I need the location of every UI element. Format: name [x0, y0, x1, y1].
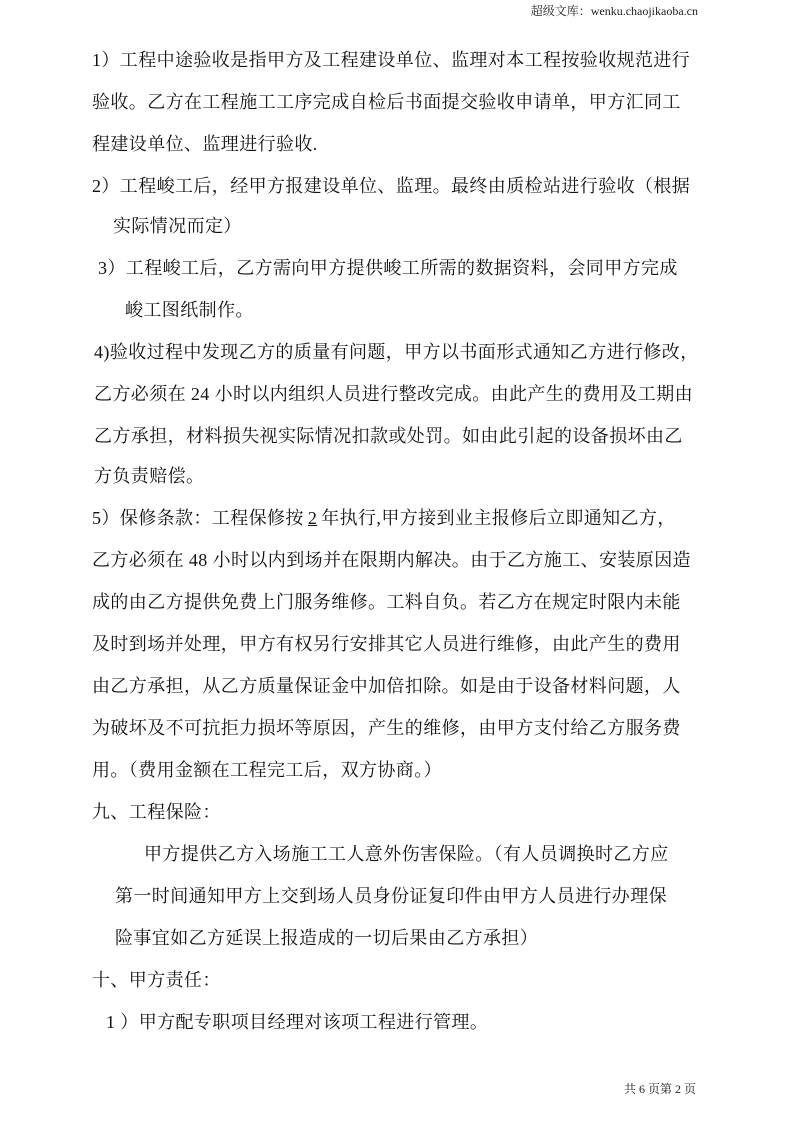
warranty-years: 2 [307, 508, 318, 528]
text-line: 第一时间通知甲方上交到场人员身份证复印件由甲方人员进行办理保 [115, 886, 667, 906]
warranty-line [92, 506, 676, 530]
text-line: 方负责赔偿。 [94, 466, 205, 486]
text-line: 险事宜如乙方延误上报造成的一切后果由乙方承担） [115, 928, 539, 948]
text-line: 峻工图纸制作。 [125, 300, 254, 320]
text-line: 甲方提供乙方入场施工工人意外伤害保险。（有人员调换时乙方应 [144, 844, 669, 864]
text-line: 乙方承担，材料损失视实际情况扣款或处罚。如由此引起的设备损坏由乙 [94, 426, 683, 446]
text-line: 4)验收过程中发现乙方的质量有问题，甲方以书面形式通知乙方进行修改， [94, 342, 699, 362]
page-number: 共 6 页第 2 页 [623, 1082, 696, 1096]
text-line: 由乙方承担，从乙方质量保证金中加倍扣除。如是由于设备材料问题，人 [92, 676, 681, 696]
text-line: 成的由乙方提供免费上门服务维修。工料自负。若乙方在规定时限内未能 [92, 592, 681, 612]
text-line: 及时到场并处理，甲方有权另行安排其它人员进行维修，由此产生的费用 [92, 634, 681, 654]
section-heading: 十、甲方责任： [92, 970, 221, 990]
section-heading: 九、工程保险： [92, 802, 221, 822]
text-line: 程建设单位、监理进行验收. [92, 134, 318, 154]
text-line: 1 ）甲方配专职项目经理对该项工程进行管理。 [106, 1012, 489, 1032]
text-line: 为破坏及不可抗拒力损坏等原因，产生的维修，由甲方支付给乙方服务费 [92, 718, 681, 738]
text-line: 2）工程峻工后，经甲方报建设单位、监理。最终由质检站进行验收（根据 [92, 176, 691, 196]
text-line: 乙方必须在 48 小时以内到场并在限期内解决。由于乙方施工、安装原因造 [92, 550, 691, 570]
warranty-text-after: 年执行,甲方接到业主报修后立即通知乙方， [321, 508, 676, 528]
text-line: 验收。乙方在工程施工工序完成自检后书面提交验收申请单，甲方汇同工 [92, 92, 681, 112]
text-line: 用。（费用金额在工程完工后，双方协商。） [92, 760, 442, 780]
text-line: 3）工程峻工后，乙方需向甲方提供峻工所需的数据资料，会同甲方完成 [98, 258, 678, 278]
text-line: 实际情况而定） [113, 216, 242, 236]
warranty-text-before: 5）保修条款：工程保修按 [92, 508, 304, 528]
text-line: 1）工程中途验收是指甲方及工程建设单位、监理对本工程按验收规范进行 [92, 50, 691, 70]
page-header-source: 超级文库：wenku.chaojikaoba.cn [530, 4, 698, 18]
text-line: 乙方必须在 24 小时以内组织人员进行整改完成。由此产生的费用及工期由 [94, 384, 693, 404]
